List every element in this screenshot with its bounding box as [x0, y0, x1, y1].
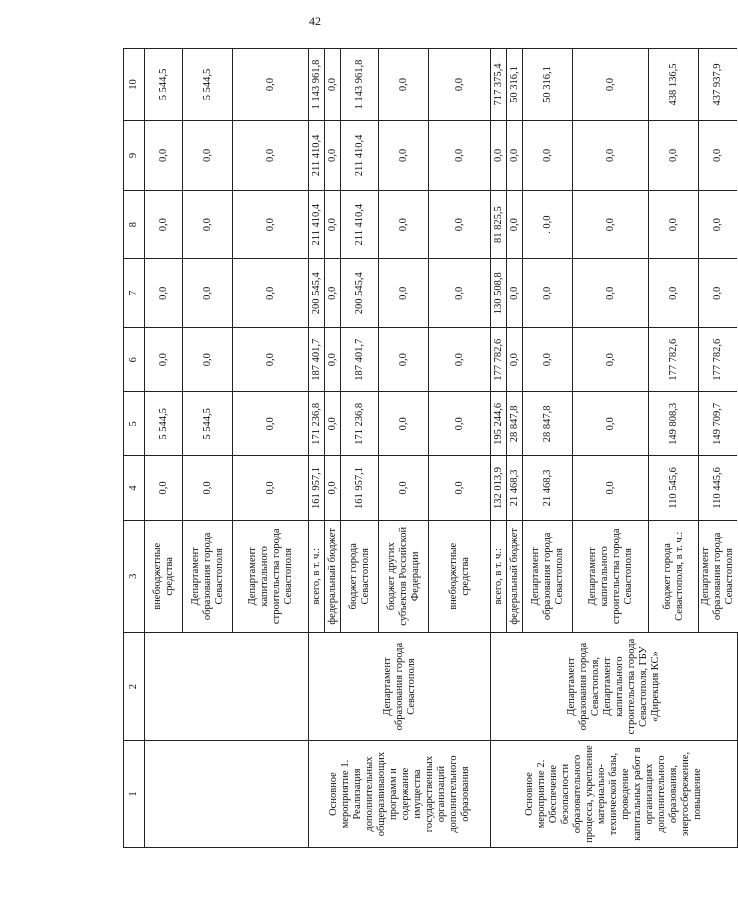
value-cell: 0,0 — [429, 328, 491, 392]
source-cell: всего, в т. ч.: — [491, 520, 507, 633]
value-cell: 50 316,1 — [507, 49, 523, 121]
value-cell: 177 782,6 — [649, 328, 699, 392]
value-cell: 0,0 — [379, 392, 429, 456]
value-cell: 0,0 — [325, 259, 341, 328]
value-cell: 171 236,8 — [309, 392, 325, 456]
source-cell: Департамент образования города Севастополя — [183, 520, 233, 633]
col-number: 8 — [124, 190, 145, 259]
value-cell: 717 375,4 — [491, 49, 507, 121]
source-cell: внебюджетные средства — [429, 520, 491, 633]
value-cell: 171 236,8 — [341, 392, 379, 456]
value-cell: 0,0 — [429, 456, 491, 520]
value-cell: 200 545,4 — [341, 259, 379, 328]
value-cell: 0,0 — [523, 259, 573, 328]
value-cell: 0,0 — [699, 259, 738, 328]
value-cell: 0,0 — [233, 456, 309, 520]
source-cell: федеральный бюджет — [325, 520, 341, 633]
value-cell: 0,0 — [573, 392, 649, 456]
col-number: 10 — [124, 49, 145, 121]
source-cell: внебюджетные средства — [145, 520, 183, 633]
value-cell: 0,0 — [325, 392, 341, 456]
value-cell: 0,0 — [429, 49, 491, 121]
value-cell: 0,0 — [145, 328, 183, 392]
value-cell: 0,0 — [183, 328, 233, 392]
source-cell: Департамент образования города Севастополя — [523, 520, 573, 633]
value-cell: 0,0 — [573, 121, 649, 191]
value-cell: 0,0 — [145, 456, 183, 520]
value-cell: 161 957,1 — [341, 456, 379, 520]
value-cell: 5 544,5 — [183, 392, 233, 456]
value-cell: 0,0 — [379, 259, 429, 328]
value-cell: 0,0 — [183, 456, 233, 520]
value-cell: 0,0 — [233, 328, 309, 392]
rotated-table-wrapper — [123, 48, 735, 848]
value-cell: 0,0 — [233, 49, 309, 121]
source-cell: Департамент образования города Севастополя — [699, 520, 738, 633]
value-cell: 161 957,1 — [309, 456, 325, 520]
value-cell: 0,0 — [145, 190, 183, 259]
value-cell: 28 847,8 — [507, 392, 523, 456]
col-number: 9 — [124, 121, 145, 191]
value-cell: 0,0 — [325, 456, 341, 520]
value-cell: 0,0 — [491, 121, 507, 191]
measure-name-cell: Основное мероприятие 2. Обеспечение безопасности образовательного процесса, укрепление материально-технической базы, проведение капитальных работ в организациях дополнительного образования, энергосбережение, повышение — [491, 741, 738, 848]
value-cell: 0,0 — [429, 121, 491, 191]
value-cell: 149 709,7 — [699, 392, 738, 456]
value-cell: 437 937,9 — [699, 49, 738, 121]
page-number: 42 — [309, 14, 321, 28]
source-cell: Департамент капитального строительства города Севастополя — [573, 520, 649, 633]
value-cell: 0,0 — [507, 328, 523, 392]
value-cell: 200 545,4 — [309, 259, 325, 328]
col-number: 2 — [124, 633, 145, 741]
value-cell: 50 316,1 — [523, 49, 573, 121]
value-cell: 177 782,6 — [491, 328, 507, 392]
value-cell: 0,0 — [379, 456, 429, 520]
value-cell: 5 544,5 — [145, 49, 183, 121]
value-cell: 0,0 — [699, 190, 738, 259]
value-cell: 211 410,4 — [341, 121, 379, 191]
value-cell: 1 143 961,8 — [309, 49, 325, 121]
value-cell: 195 244,6 — [491, 392, 507, 456]
cont-cell-c1 — [145, 741, 309, 848]
value-cell: 110 445,6 — [699, 456, 738, 520]
value-cell: 0,0 — [379, 190, 429, 259]
value-cell: 0,0 — [429, 190, 491, 259]
value-cell: 0,0 — [325, 328, 341, 392]
value-cell: 0,0 — [649, 121, 699, 191]
col-number: 5 — [124, 392, 145, 456]
value-cell: 187 401,7 — [309, 328, 325, 392]
value-cell: 28 847,8 — [523, 392, 573, 456]
col-number: 4 — [124, 456, 145, 520]
value-cell: 0,0 — [233, 392, 309, 456]
value-cell: 0,0 — [507, 259, 523, 328]
value-cell: 0,0 — [183, 121, 233, 191]
value-cell: 211 410,4 — [309, 121, 325, 191]
col-number: 6 — [124, 328, 145, 392]
value-cell: 0,0 — [573, 190, 649, 259]
table-row — [309, 49, 325, 848]
value-cell: 0,0 — [145, 121, 183, 191]
value-cell: 149 808,3 — [649, 392, 699, 456]
value-cell: 0,0 — [429, 392, 491, 456]
value-cell: 21 468,3 — [507, 456, 523, 520]
value-cell: 0,0 — [379, 328, 429, 392]
value-cell: 0,0 — [523, 328, 573, 392]
measure-name-cell: Основное мероприятие 1. Реализация дополнительных общеразвивающих программ и содержание имущества государственных организаций дополнительного образования — [309, 741, 491, 848]
value-cell: 5 544,5 — [183, 49, 233, 121]
value-cell: 0,0 — [379, 49, 429, 121]
value-cell: 0,0 — [573, 328, 649, 392]
value-cell: 0,0 — [523, 121, 573, 191]
value-cell: . 0,0 — [523, 190, 573, 259]
value-cell: 1 143 961,8 — [341, 49, 379, 121]
value-cell: 0,0 — [429, 259, 491, 328]
value-cell: 0,0 — [325, 49, 341, 121]
source-cell: Департамент капитального строительства города Севастополя — [233, 520, 309, 633]
col-number: 7 — [124, 259, 145, 328]
source-cell: федеральный бюджет — [507, 520, 523, 633]
value-cell: 0,0 — [573, 49, 649, 121]
value-cell: 0,0 — [507, 190, 523, 259]
value-cell: 0,0 — [233, 259, 309, 328]
table-row — [145, 49, 183, 848]
col-number: 1 — [124, 741, 145, 848]
value-cell: 0,0 — [649, 259, 699, 328]
value-cell: 0,0 — [233, 190, 309, 259]
value-cell: 0,0 — [325, 190, 341, 259]
value-cell: 0,0 — [507, 121, 523, 191]
value-cell: 211 410,4 — [341, 190, 379, 259]
value-cell: 0,0 — [183, 259, 233, 328]
budget-table — [123, 48, 738, 848]
executor-cell: Департамент образования города Севастополя, Департамент капитального строительства города Севастополя, ГБУ «Дирекция КС» — [491, 633, 738, 741]
value-cell: 0,0 — [325, 121, 341, 191]
value-cell: 177 782,6 — [699, 328, 738, 392]
table-row — [491, 49, 507, 848]
value-cell: 438 136,5 — [649, 49, 699, 121]
value-cell: 0,0 — [145, 259, 183, 328]
cont-cell-c2 — [145, 633, 309, 741]
value-cell: 0,0 — [379, 121, 429, 191]
value-cell: 0,0 — [649, 190, 699, 259]
value-cell: 0,0 — [699, 121, 738, 191]
value-cell: 132 013,9 — [491, 456, 507, 520]
value-cell: 0,0 — [183, 190, 233, 259]
value-cell: 130 508,8 — [491, 259, 507, 328]
value-cell: 0,0 — [233, 121, 309, 191]
value-cell: 0,0 — [573, 456, 649, 520]
source-cell: всего, в т. ч.: — [309, 520, 325, 633]
value-cell: 0,0 — [573, 259, 649, 328]
value-cell: 5 544,5 — [145, 392, 183, 456]
value-cell: 21 468,3 — [523, 456, 573, 520]
executor-cell: Департамент образования города Севастополя — [309, 633, 491, 741]
col-number: 3 — [124, 520, 145, 633]
value-cell: 211 410,4 — [309, 190, 325, 259]
source-cell: бюджет города Севастополя — [341, 520, 379, 633]
source-cell: бюджет других субъектов Российской Федерации — [379, 520, 429, 633]
value-cell: 187 401,7 — [341, 328, 379, 392]
header-row — [124, 49, 145, 848]
value-cell: 110 545,6 — [649, 456, 699, 520]
source-cell: бюджет города Севастополя, в т. ч.: — [649, 520, 699, 633]
value-cell: 81 825,5 — [491, 190, 507, 259]
